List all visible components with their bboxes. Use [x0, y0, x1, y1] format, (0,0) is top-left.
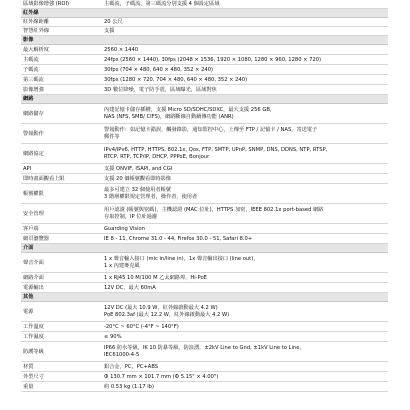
- spec-row: [21, 332, 388, 342]
- spec-value-line: 用戶認證 (帳號與密碼)，主機認證 (MAC 位址)，HTTPS 加密，IEEE 802.1x port-based 網路: [104, 206, 324, 213]
- spec-value: ≤ 90%: [104, 334, 122, 340]
- spec-value: 支援: [104, 28, 115, 34]
- spec-row: [21, 204, 388, 224]
- spec-value: -20°C ~ 60°C (-4°F ~ 140°F): [104, 324, 179, 330]
- spec-row: [21, 27, 388, 36]
- spec-row: [21, 18, 388, 27]
- spec-row: [21, 234, 388, 244]
- spec-row: [21, 273, 388, 283]
- spec-row: [21, 144, 388, 164]
- spec-value: 1 x RJ45 10 M/100 M 乙太網路埠，Hi-PoE: [104, 275, 207, 281]
- spec-value: 20 公尺: [104, 19, 123, 25]
- spec-value: 30fps (704 × 480, 640 × 480, 352 × 240): [104, 67, 214, 73]
- section-header: 影像: [21, 36, 388, 45]
- spec-label: 網路協定: [23, 150, 44, 157]
- spec-label: 聲音介面: [23, 259, 44, 266]
- spec-value: 支援 20 個帳號觀看即時影像: [104, 176, 171, 182]
- spec-row: [21, 362, 388, 372]
- spec-row: [21, 224, 388, 234]
- spec-value: 12V DC，最大 60mA: [104, 285, 156, 291]
- spec-value-line: IP66 防水等級，IK 10 防暴等級，防浪湧，±2kV Line to Gnd, ±1kV Line to Line，: [104, 344, 305, 351]
- spec-label: 影像增強: [23, 87, 44, 93]
- spec-label: 警報動作: [23, 130, 44, 137]
- spec-label: 工作濕度: [23, 334, 44, 340]
- spec-row: [21, 0, 388, 9]
- spec-value-line: PoE 802.3af (最大 12.2 W，紅外線啟動最大 4.2 W): [104, 311, 230, 318]
- spec-value-line: 內建記憶卡儲存插槽，支援 Micro SD/SDHC/SDXC，最大支援 256 GB，: [104, 106, 276, 113]
- spec-label: 主碼流: [23, 57, 39, 63]
- spec-row: [21, 372, 388, 382]
- spec-value-line: IPv4/IPv6, HTTP, HTTPS, 802.1x, Qos, FTP, SMTP, UPnP, SNMP, DNS, DDNS, NTP, RTSP,: [104, 146, 328, 153]
- spec-row: [21, 164, 388, 174]
- spec-value: [101, 144, 388, 163]
- spec-value-line: NAS (NFS, SMB/ CIFS)，網路斷線自動續傳功能 (ANR): [104, 113, 234, 120]
- spec-value-line: 最多可建立 32 個使用者帳號: [104, 186, 171, 193]
- spec-row: [21, 342, 388, 362]
- spec-row: [21, 382, 388, 392]
- spec-table: [21, 0, 388, 392]
- spec-label: 重量: [23, 384, 34, 390]
- spec-row: [21, 75, 388, 85]
- spec-row: [21, 253, 388, 273]
- spec-label: 子碼流: [23, 67, 39, 73]
- spec-row: [21, 283, 388, 293]
- spec-label: API: [23, 166, 32, 172]
- spec-value-line: 存取控制，IP 位址過濾: [104, 213, 157, 220]
- spec-value: [101, 124, 388, 143]
- spec-row: [21, 104, 388, 124]
- spec-row: [21, 55, 388, 65]
- spec-label: 電源輸出: [23, 285, 44, 291]
- spec-row: [21, 174, 388, 184]
- spec-label: 網頁瀏覽器: [23, 236, 49, 242]
- spec-value: [101, 204, 388, 223]
- spec-label: 安全管理: [23, 210, 44, 217]
- spec-value-line: RTCP, RTP, TCP/IP, DHCP, PPPoE, Bonjour: [104, 153, 210, 160]
- spec-value: Ф 130.7 mm × 101.7 mm (Ф 5.15" × 4.00"): [104, 374, 219, 380]
- section-header: 其他: [21, 293, 388, 302]
- spec-value: Guarding Vision: [104, 226, 145, 232]
- spec-value-line: 1 x 聲音輸入接口 (mic in/line in)，1x 聲音輸出接口 (line out)，: [104, 255, 259, 262]
- spec-label: 電源: [23, 308, 34, 315]
- spec-row: [21, 45, 388, 55]
- section-header: 網路: [21, 95, 388, 104]
- spec-value: 約 0.53 kg (1.17 lb): [104, 384, 154, 390]
- spec-value-line: IEC61000-4-5: [104, 351, 140, 358]
- spec-row: [21, 65, 388, 75]
- spec-label: 智慧紅外線: [23, 28, 49, 34]
- spec-row: [21, 85, 388, 95]
- spec-value-line: 1 x 內建麥克風: [104, 262, 140, 269]
- spec-value-line: 郵件等: [104, 133, 120, 140]
- spec-label: 即時畫面觀看上限: [23, 176, 65, 182]
- spec-value: [101, 184, 388, 203]
- spec-label: 工作溫度: [23, 324, 44, 330]
- spec-value: 支援 ONVIF, ISAPI, and CGI: [104, 166, 173, 172]
- spec-row: [21, 124, 388, 144]
- spec-value-line: 12V DC (最大 10.9 W，紅外線啟動最大 4.2 W): [104, 304, 218, 311]
- spec-label: 區域影像增強 (ROI): [23, 1, 70, 7]
- spec-label: 最大解析度: [23, 47, 49, 53]
- spec-label: 材質: [23, 364, 34, 370]
- spec-label: 第三碼流: [23, 77, 44, 83]
- spec-value: 3D 數位降噪，電子防手震，區域曝光，區域對焦: [104, 87, 217, 93]
- spec-label: 客戶端: [23, 226, 39, 232]
- spec-value-line: 3 階層權限規定管理者，操作者，使用者: [104, 193, 198, 200]
- spec-label: 帳號權限: [23, 190, 44, 197]
- spec-row: [21, 302, 388, 322]
- spec-row: [21, 184, 388, 204]
- spec-label: 紅外線距離: [23, 19, 49, 25]
- section-header: 紅外線: [21, 9, 388, 18]
- spec-value: [101, 253, 388, 272]
- spec-value: 鋁合金，PC，PC+ABS: [104, 364, 159, 370]
- spec-value: 主碼流，子碼流，第三碼流分別支援 4 個設定區域: [104, 1, 220, 7]
- spec-value: 2560 × 1440: [104, 47, 139, 53]
- spec-value: [101, 104, 388, 123]
- spec-label: 網路介面: [23, 275, 44, 281]
- section-header: 介面: [21, 244, 388, 253]
- spec-label: 外型尺寸: [23, 374, 44, 380]
- spec-row: [21, 322, 388, 332]
- spec-value-line: 警報動作：如記憶卡錯誤，觸發錄影，通知監控中心，上傳至 FTP / 記憶卡 / NAS，寄送電子: [104, 126, 318, 133]
- spec-value: 30fps (1280 × 720, 704 × 480, 640 × 480, 352 × 240): [104, 77, 248, 83]
- spec-value: 24fps (2560 × 1440), 30fps (2048 × 1536, 1920 × 1080, 1280 × 960, 1280 × 720): [104, 57, 322, 63]
- spec-label: 網路儲存: [23, 110, 44, 117]
- spec-value: [101, 342, 388, 361]
- spec-value: [101, 302, 388, 321]
- spec-value: IE 8 - 11, Chrome 31.0 - 44, Firefox 30.0 - 51, Safari 8.0+: [104, 236, 253, 242]
- spec-label: 防護等級: [23, 348, 44, 355]
